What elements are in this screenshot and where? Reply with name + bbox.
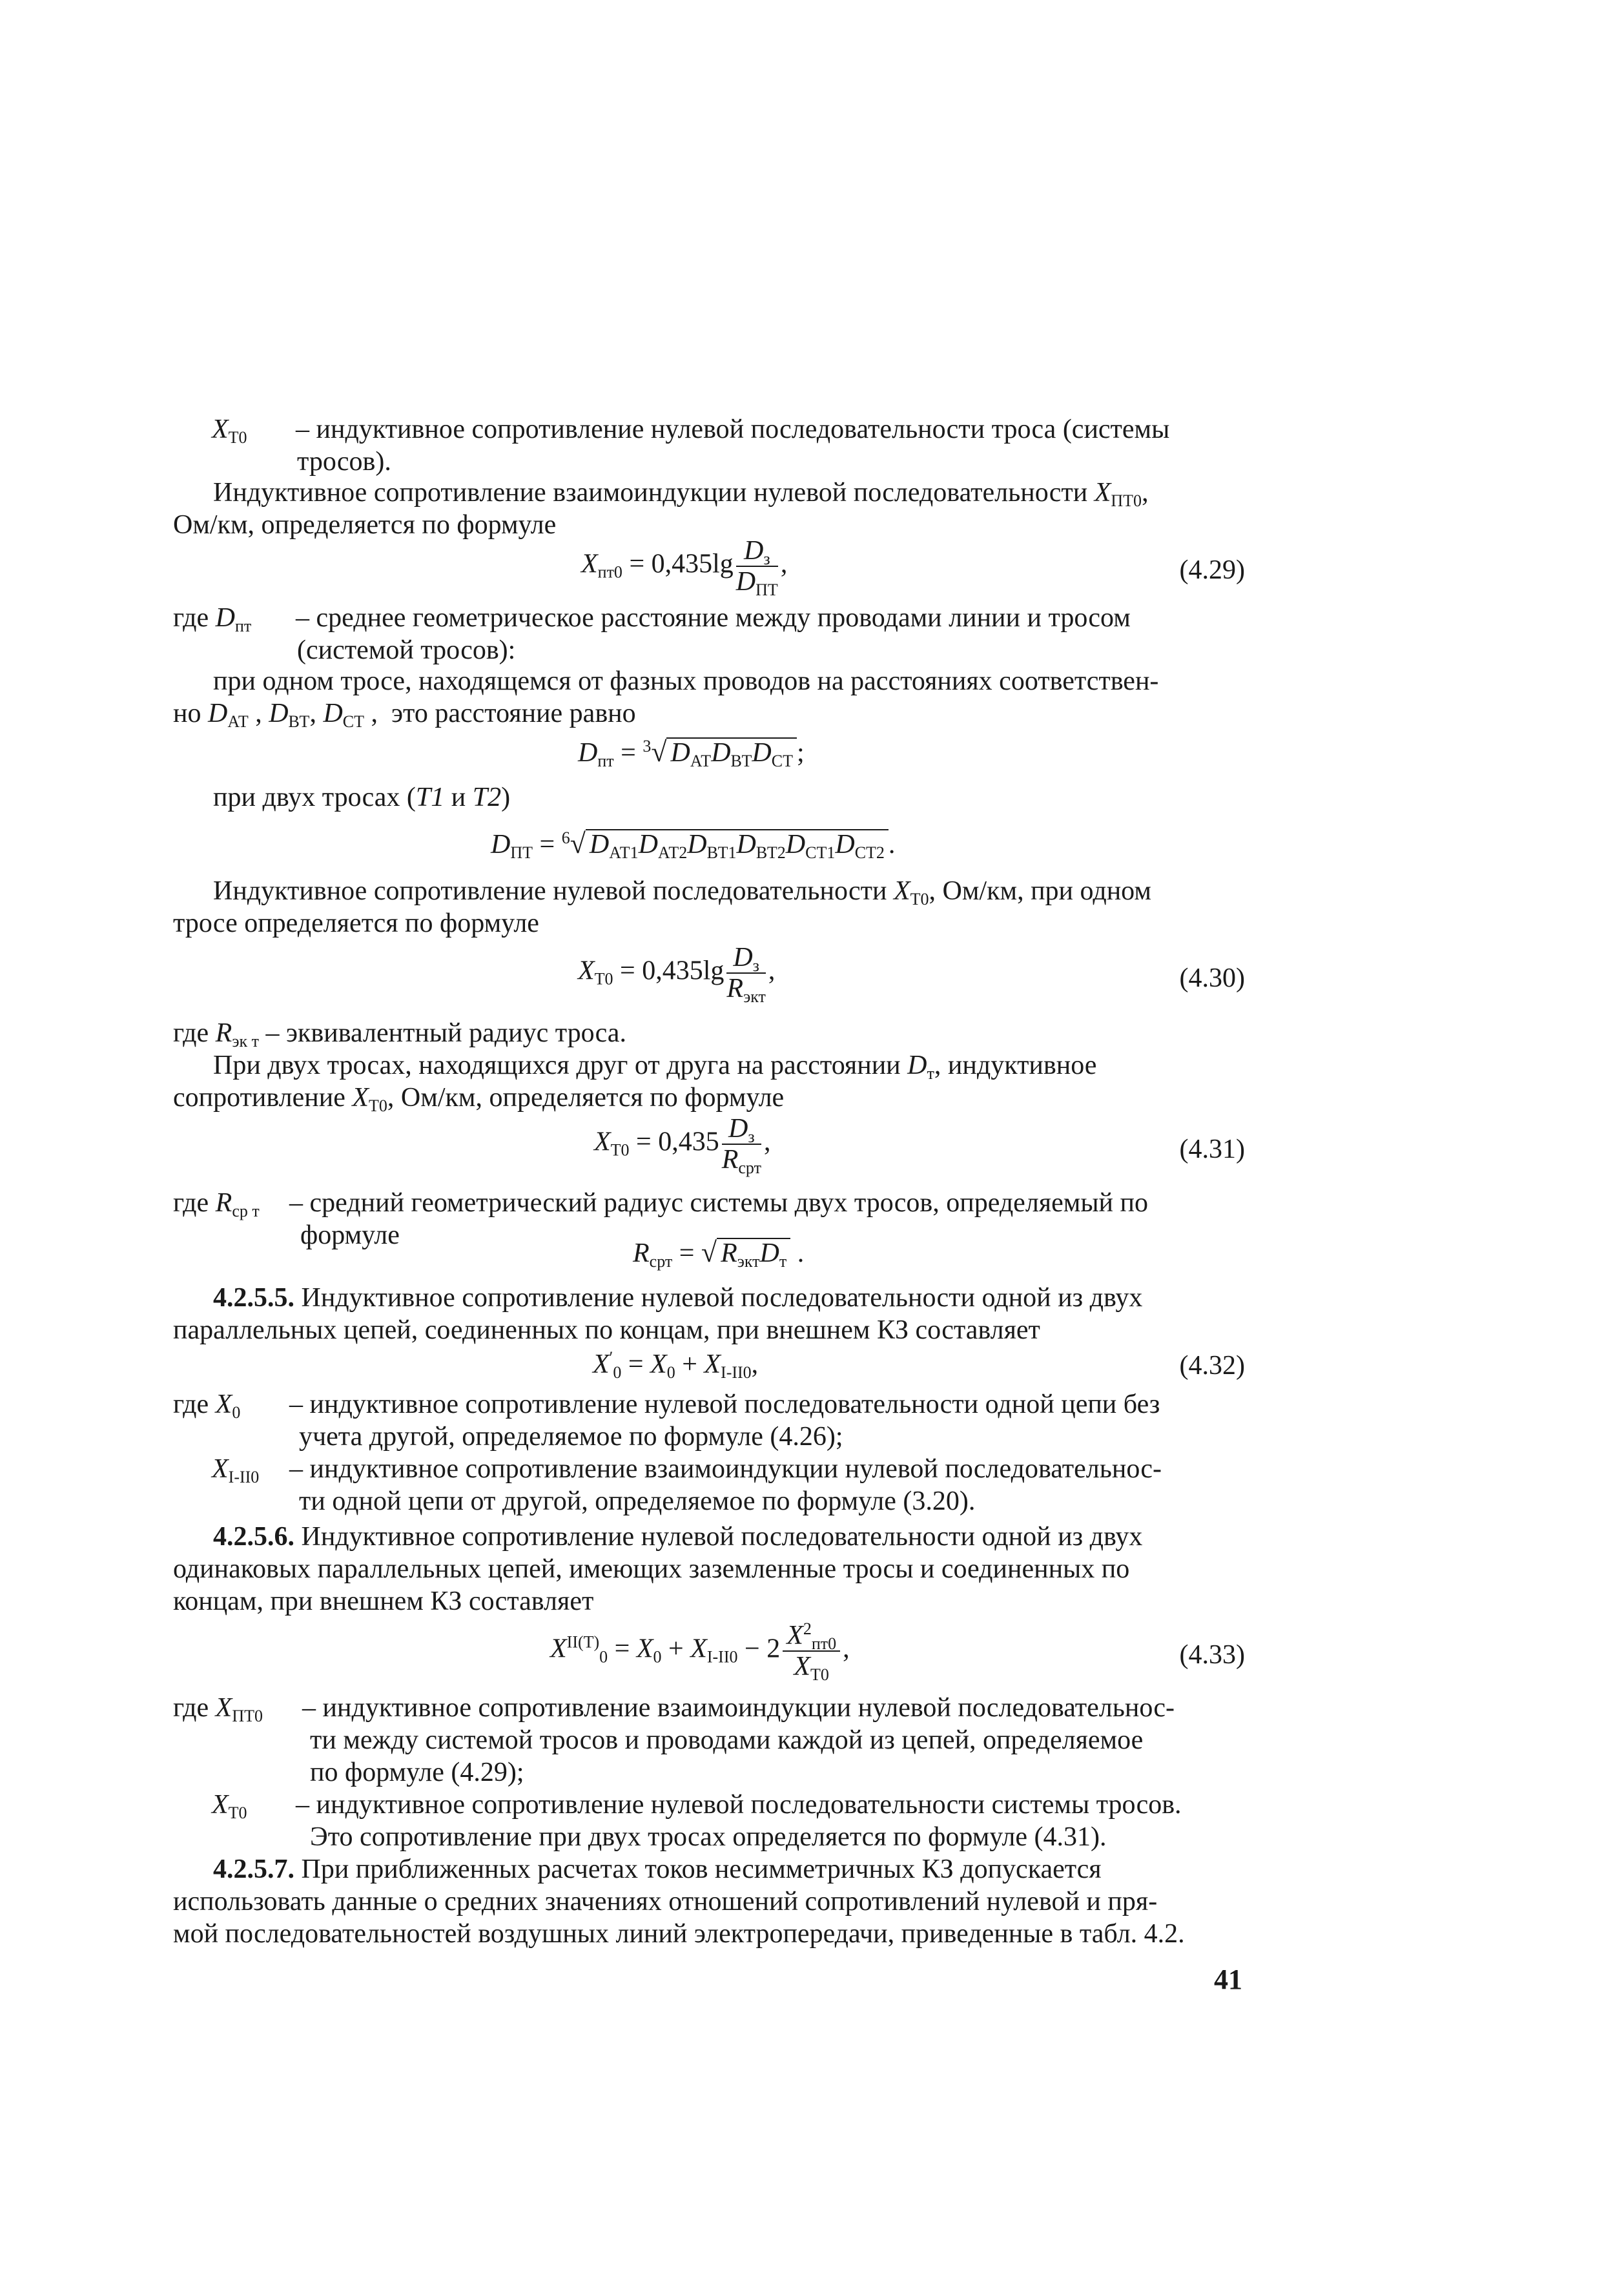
text-line: ти одной цепи от другой, определяемое по формуле (3.20). [299,1486,976,1516]
formula-dpt-one-cable: $D_{пт} = ^3√$ $D_{АТ}D_{ВТ}D_{СТ}$ ; [578,736,805,770]
text-line: где $D_{пт}$ – среднее геометрическое расстояние между проводами линии и тросом [173,603,1131,635]
equation-number: (4.29) [1179,555,1245,585]
text-line: параллельных цепей, соединенных по концам, при внешнем КЗ составляет [173,1315,1040,1345]
formula-4-29: $X_{пт0} = 0,435\lg$ $\frac{D_з}{D_{ПТ}}$ , [581,536,788,599]
equation-number: (4.30) [1179,963,1245,993]
text-line: Ом/км, определяется по формуле [173,510,557,540]
text-line: где $X_0$ – индуктивное сопротивление нулевой последовательности одной цепи без [173,1390,1160,1422]
text-line: где $X_{ПТ0}$ – индуктивное сопротивление взаимоиндукции нулевой последовательнос- [173,1693,1175,1725]
equation-number: (4.32) [1179,1351,1245,1381]
text-line: при одном тросе, находящемся от фазных проводов на расстояниях соответствен- [213,666,1159,696]
text-line: мой последовательностей воздушных линий электропередачи, приведенные в табл. 4.2. [173,1919,1185,1949]
formula-4-32: $X'_0 = X_0 + X_{I-II0}$, [593,1348,759,1382]
formula-r-srt: $R_{срт}$ = √ $R_{экт}D_т$ . [633,1237,805,1271]
text-line: Индуктивное сопротивление взаимоиндукции нулевой последовательности $X_{ПТ0}$, [213,478,1149,510]
text-line: одинаковых параллельных цепей, имеющих заземленные тросы и соединенных по [173,1554,1130,1584]
symbol-x-t0: $X_{Т0}$ [212,415,247,447]
section-4-2-5-5: 4.2.5.5. Индуктивное сопротивление нулевой последовательности одной из двух [213,1283,1143,1313]
text-line: тросов). [297,447,391,477]
definition-text: – индуктивное сопротивление нулевой последовательности троса (системы [296,415,1170,444]
formula-4-33: $X^{II(T)}_0 = X_0 + X_{I-II0} - 2$ $\frac{X^2_{пт0}}{X_{Т0}}$ , [550,1619,850,1684]
text-line: по формуле (4.29); [310,1758,524,1787]
text-line: При двух тросах, находящихся друг от друга на расстоянии $D_т$, индуктивное [213,1051,1097,1083]
text-line: но $D_{АТ}$ , $D_{ВТ}$, $D_{СТ}$ , это расстояние равно [173,699,636,731]
text-line: Индуктивное сопротивление нулевой последовательности $X_{Т0}$, Ом/км, при одном [213,876,1151,909]
text-line: концам, при внешнем КЗ составляет [173,1587,594,1616]
text-line: тросе определяется по формуле [173,909,539,938]
formula-4-31: $X_{Т0} = 0,435$ $\frac{D_з}{R_{срт}}$ , [594,1114,771,1177]
equation-number: (4.31) [1179,1135,1245,1164]
text-line: использовать данные о средних значениях отношений сопротивлений нулевой и пря- [173,1887,1158,1916]
text-line: ти между системой тросов и проводами каждой из цепей, определяемое [310,1725,1144,1755]
text-line: формуле [300,1220,400,1250]
formula-4-30: $X_{Т0} = 0,435\lg$ $\frac{D_з}{R_{экт}}$ , [578,943,776,1006]
text-line: (системой тросов): [297,635,516,665]
section-4-2-5-6: 4.2.5.6. Индуктивное сопротивление нулевой последовательности одной из двух [213,1522,1143,1552]
text-line: где $R_{эк т}$ – эквивалентный радиус троса. [173,1018,626,1051]
text-line: при двух тросах (T1 и T2) [213,783,511,812]
text-line: где $R_{ср т}$ – средний геометрический радиус системы двух тросов, определяемый по [173,1188,1148,1220]
text-line: Это сопротивление при двух тросах определяется по формуле (4.31). [310,1822,1107,1852]
document-page: $X_{Т0}$ – индуктивное сопротивление нулевой последовательности троса (системы тросов). Индуктивное сопротивление взаимоиндукции нулевой последовательности $X_{ПТ0}$, Ом/км, определяется по формуле $X_{пт0} = 0,435\lg$ $\frac{D_з}{D_{ПТ}}$ , (4.29) где $D_{пт}$ – среднее геометрическое расстояние между проводами линии и тросом (системой тросов): при одном тросе, находящемся от фазных проводов на расстояниях соответствен- но $D_{АТ}$ , $D_{ВТ}$, $D_{СТ}$ , это расстояние равно $D_{пт} = ^3√$ $D_{АТ}D_{ВТ}D_{СТ}$ ; при двух тросах (T1 и T2) $D_{ПТ} = ^6√$ $D_{АТ1}D_{АТ2}D_{ВТ1}D_{ВТ2}D_{СТ1}D_{СТ2}$ . Индуктивное сопротивление нулевой последовательности $X_{Т0}$, Ом/км, при одном тросе определяется по формуле $X_{Т0} = 0,435\lg$ $\frac{D_з}{R_{экт}}$ , (4.30) где $R_{эк т}$ – эквивалентный радиус троса. При двух тросах, находящихся друг от друга на расстоянии $D_т$, индуктивное сопротивление $X_{Т0}$, Ом/км, определяется по формуле $X_{Т0} = 0,435$ $\frac{D_з}{R_{срт}}$ , (4.31) где $R_{ср т}$ – средний геометрический радиус системы двух тросов, определяемый по формуле $R_{срт}$ = √ $R_{экт}D_т$ . 4.2.5.5. Индуктивное сопротивление нулевой последовательности одной из двух параллельных цепей, соединенных по концам, при внешнем КЗ составляет $X'_0 = X_0 + X_{I-II0}$, (4.32) где $X_0$ – индуктивное сопротивление нулевой последовательности одной цепи без учета другой, определяемое по формуле (4.26); $X_{I-II0}$ – индуктивное сопротивление взаимоиндукции нулевой последовательнос- ти одной цепи от другой, определяемое по формуле (3.20). 4.2.5.6. Индуктивное сопротивление нулевой последовательности одной из двух одинаковых параллельных цепей, имеющих заземленные тросы и соединенных по концам, при внешнем КЗ составляет $X^{II(T)}_0 = X_0 + X_{I-II0} - 2$ $\frac{X^2_{пт0}}{X_{Т0}}$ , (4.33) где $X_{ПТ0}$ – индуктивное сопротивление взаимоиндукции нулевой последовательнос- ти между системой тросов и проводами каждой из цепей, определяемое по формуле (4.29); $X_{Т0}$ – индуктивное сопротивление нулевой последовательности системы тросов. Это сопротивление при двух тросах определяется по формуле (4.31). 4.2.5.7. При приближенных расчетах токов несимметричных КЗ допускается использовать данные о средних значениях отношений сопротивлений нулевой и пря- мой последовательностей воздушных линий электропередачи, приведенные в табл. 4.2. 41 [0,0,1624,2280]
text-line: учета другой, определяемое по формуле (4.26); [299,1422,843,1452]
section-4-2-5-7: 4.2.5.7. При приближенных расчетах токов несимметричных КЗ допускается [213,1854,1102,1884]
text-line: сопротивление $X_{Т0}$, Ом/км, определяется по формуле [173,1083,785,1115]
formula-dpt-two-cables: $D_{ПТ} = ^6√$ $D_{АТ1}D_{АТ2}D_{ВТ1}D_{ВТ2}D_{СТ1}D_{СТ2}$ . [491,828,896,862]
page-number: 41 [1214,1964,1242,1995]
equation-number: (4.33) [1179,1640,1245,1670]
